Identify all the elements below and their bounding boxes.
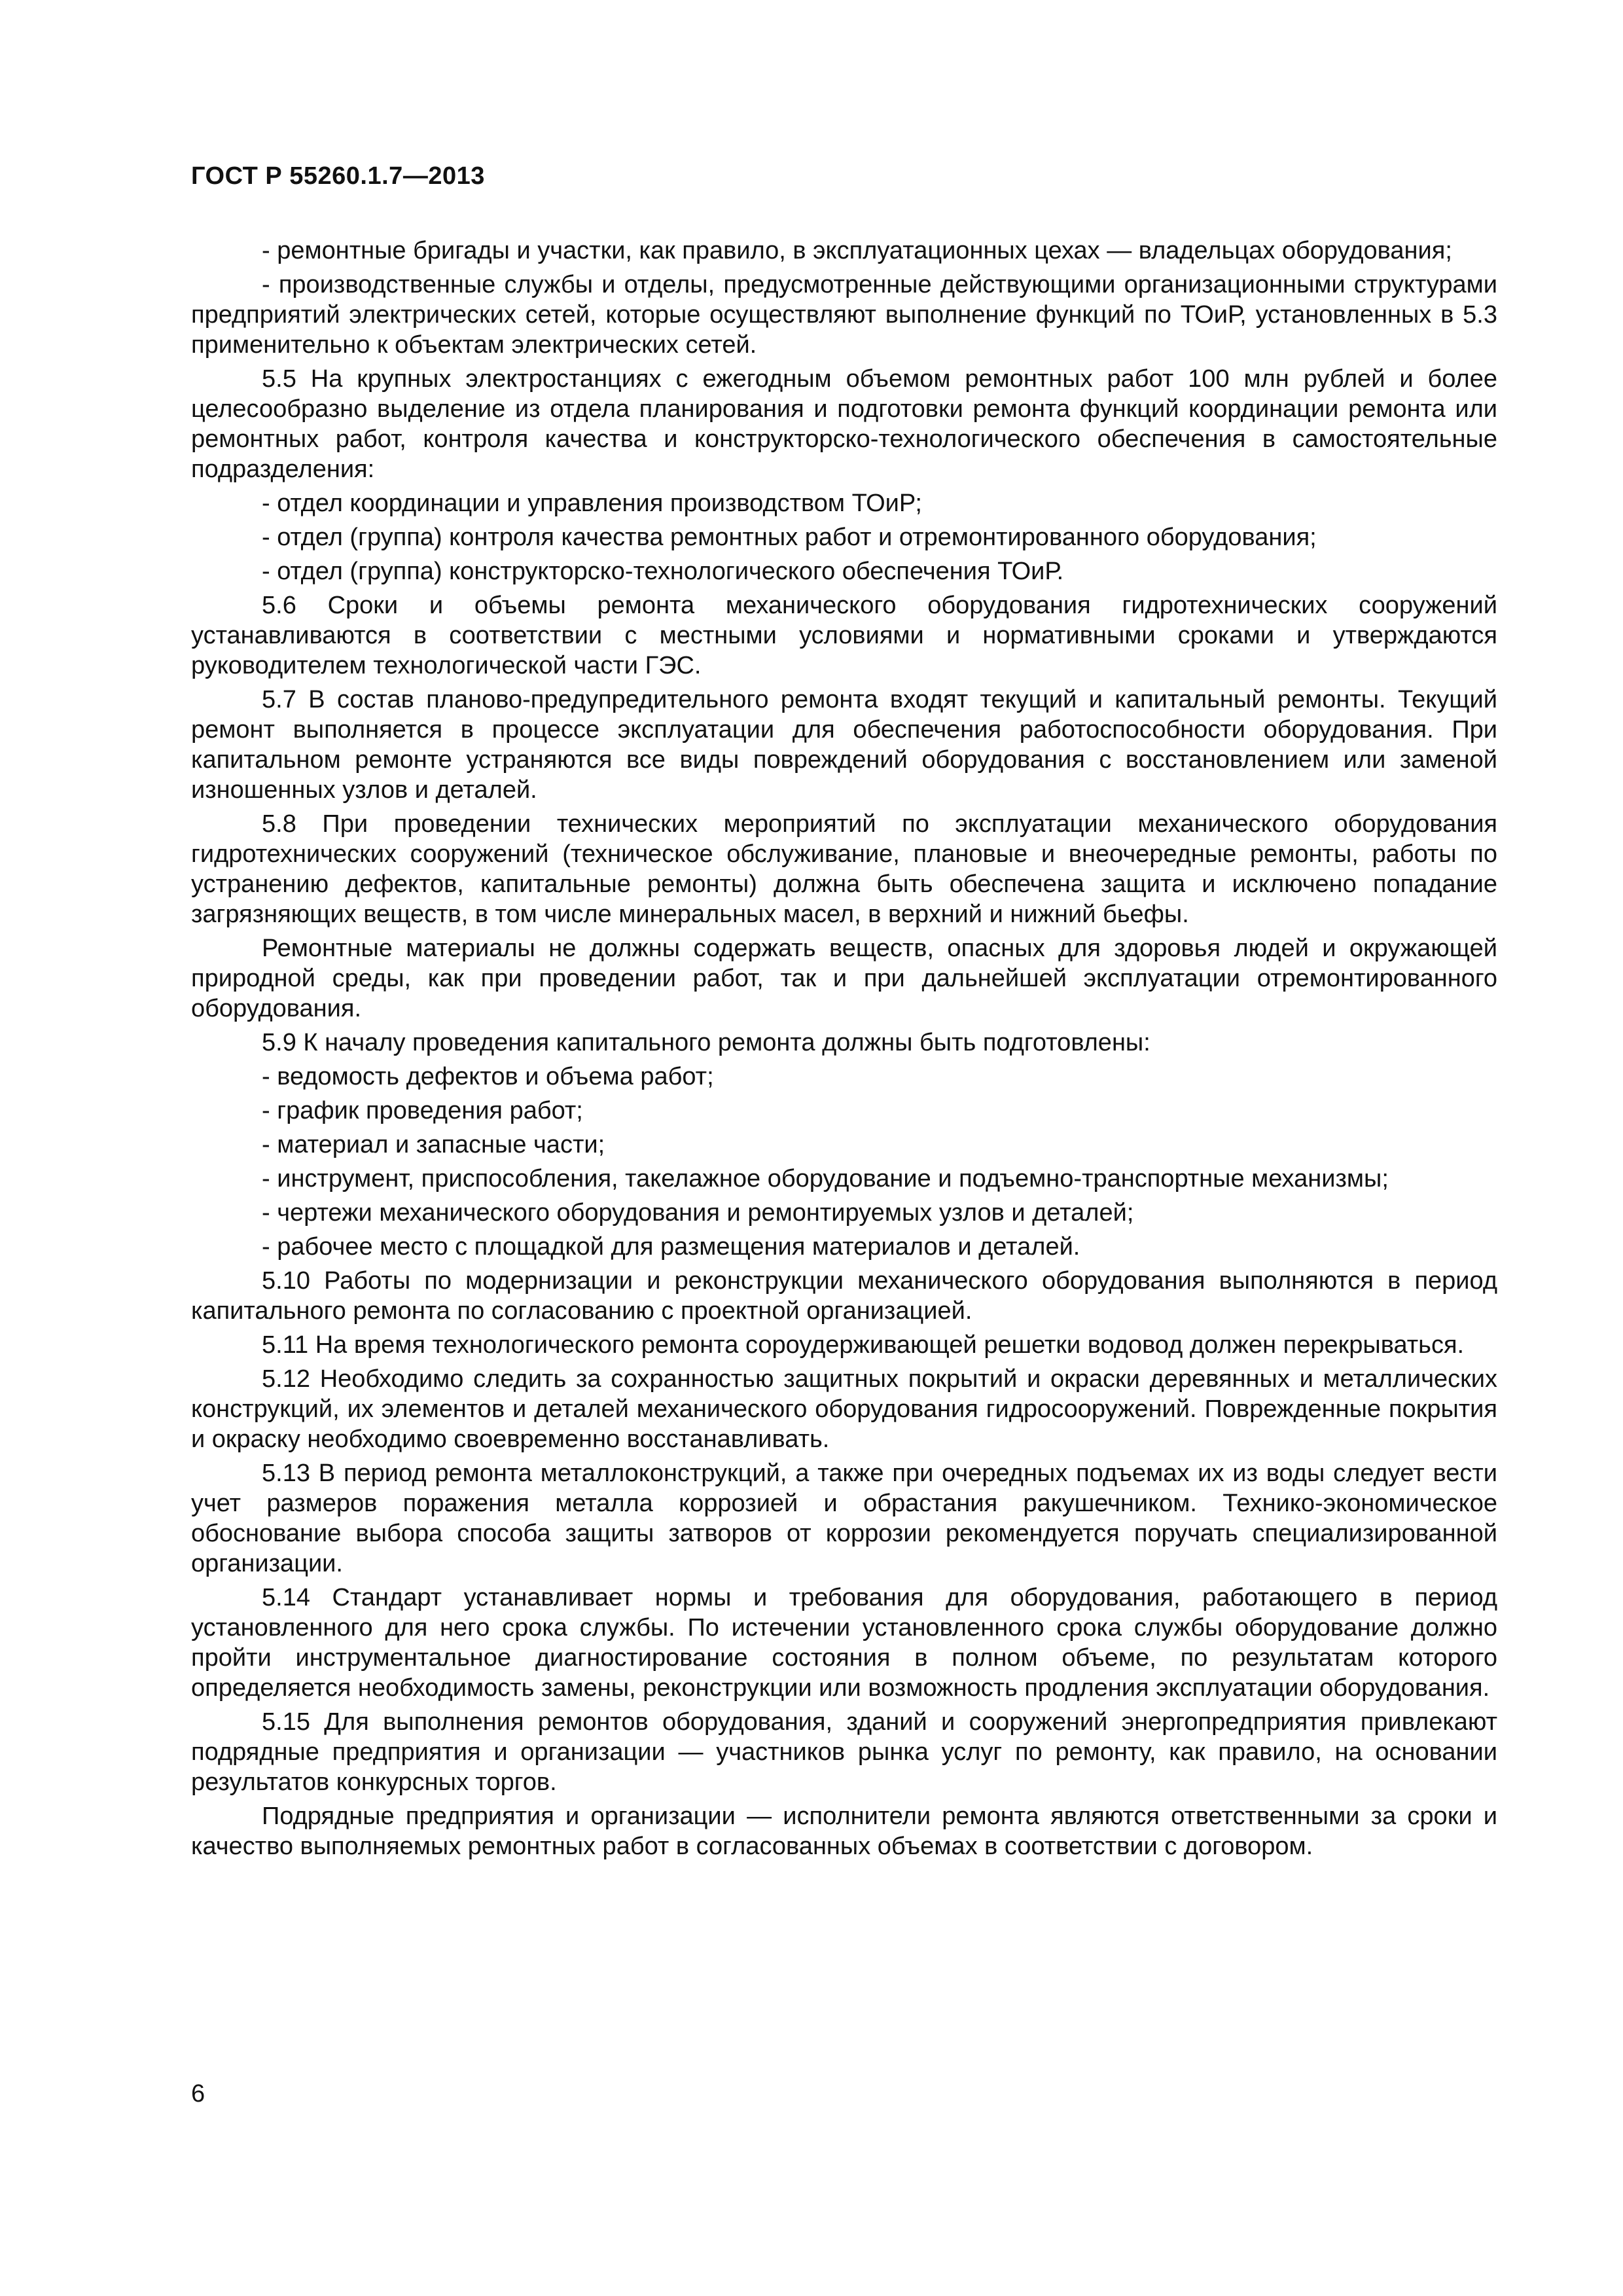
paragraph-5-7: 5.7 В состав планово-предупредительного ремонта входят текущий и капитальный ремонты. Текущий ремонт выполняется в процессе эксплуатации для обеспечения работоспособности оборудования. При капитальном ремонте устраняются все виды повреждений оборудования с восстановлением или заменой изношенных узлов и деталей. — [191, 686, 1497, 804]
paragraph-5-15-continued: Подрядные предприятия и организации — исполнители ремонта являются ответственными за сроки и качество выполняемых ремонтных работ в согласованных объемах в соответствии с договором. — [191, 1803, 1497, 1860]
paragraph-5-10: 5.10 Работы по модернизации и реконструкции механического оборудования выполняются в период капитального ремонта по согласованию с проектной организацией. — [191, 1267, 1497, 1325]
page-number: 6 — [191, 2080, 205, 2108]
list-item: - рабочее место с площадкой для размещения материалов и деталей. — [262, 1233, 1080, 1261]
list-item: - ведомость дефектов и объема работ; — [262, 1063, 714, 1090]
paragraph-5-12: 5.12 Необходимо следить за сохранностью защитных покрытий и окраски деревянных и металлических конструкций, их элементов и деталей механического оборудования гидросооружений. Поврежденные покрытия и окраску необходимо своевременно восстанавливать. — [191, 1365, 1497, 1453]
list-item: - инструмент, приспособления, такелажное оборудование и подъемно-транспортные механизмы; — [262, 1165, 1389, 1193]
paragraph-5-14: 5.14 Стандарт устанавливает нормы и требования для оборудования, работающего в период установленного для него срока службы. По истечении установленного срока службы оборудование должно пройти инструментальное диагностирование состояния в полном объеме, по результатам которого определяется необходимость замены, реконструкции или возможность продления эксплуатации оборудования. — [191, 1584, 1497, 1702]
list-item: - ремонтные бригады и участки, как правило, в эксплуатационных цехах — владельцах оборудования; — [262, 237, 1452, 264]
list-item: - отдел (группа) конструкторско-технологического обеспечения ТОиР. — [262, 558, 1064, 585]
paragraph-5-8-continued: Ремонтные материалы не должны содержать веществ, опасных для здоровья людей и окружающей природной среды, как при проведении работ, так и при дальнейшей эксплуатации отремонтированного оборудования. — [191, 935, 1497, 1022]
paragraph-5-9: 5.9 К началу проведения капитального ремонта должны быть подготовлены: — [262, 1029, 1150, 1056]
list-item: - отдел (группа) контроля качества ремонтных работ и отремонтированного оборудования; — [262, 524, 1317, 551]
paragraph-5-11: 5.11 На время технологического ремонта сороудерживающей решетки водовод должен перекрываться. — [262, 1331, 1465, 1359]
paragraph-5-13: 5.13 В период ремонта металлоконструкций, а также при очередных подъемах их из воды следует вести учет размеров поражения металла коррозией и обрастания ракушечником. Технико-экономическое обоснование выбора способа защиты затворов от коррозии рекомендуется поручать специализированной организации. — [191, 1460, 1497, 1577]
list-item: - отдел координации и управления производством ТОиР; — [262, 490, 922, 517]
paragraph-5-8: 5.8 При проведении технических мероприятий по эксплуатации механического оборудования гидротехнических сооружений (техническое обслуживание, плановые и внеочередные ремонты, работы по устранению дефектов, капитальные ремонты) должна быть обеспечена защита и исключено попадание загрязняющих веществ, в том числе минеральных масел, в верхний и нижний бьефы. — [191, 810, 1497, 928]
document-code-header: ГОСТ Р 55260.1.7—2013 — [191, 162, 485, 190]
paragraph-5-15: 5.15 Для выполнения ремонтов оборудования, зданий и сооружений энергопредприятия привлекают подрядные предприятия и организации — участников рынка услуг по ремонту, как правило, на основании результатов конкурсных торгов. — [191, 1708, 1497, 1796]
document-body — [191, 236, 1497, 1865]
list-item: - производственные службы и отделы, предусмотренные действующими организационными структурами предприятий электрических сетей, которые осуществляют выполнение функций по ТОиР, установленных в 5.3 применительно к объектам электрических сетей. — [191, 271, 1497, 359]
list-item: - материал и запасные части; — [262, 1131, 605, 1158]
list-item: - чертежи механического оборудования и ремонтируемых узлов и деталей; — [262, 1199, 1134, 1227]
paragraph-5-6: 5.6 Сроки и объемы ремонта механического оборудования гидротехнических сооружений устанавливаются в соответствии с местными условиями и нормативными сроками и утверждаются руководителем технологической части ГЭС. — [191, 592, 1497, 679]
list-item: - график проведения работ; — [262, 1097, 583, 1124]
paragraph-5-5: 5.5 На крупных электростанциях с ежегодным объемом ремонтных работ 100 млн рублей и более целесообразно выделение из отдела планирования и подготовки ремонта функций координации ремонта или ремонтных работ, контроля качества и конструкторско-технологического обеспечения в самостоятельные подразделения: — [191, 365, 1497, 483]
